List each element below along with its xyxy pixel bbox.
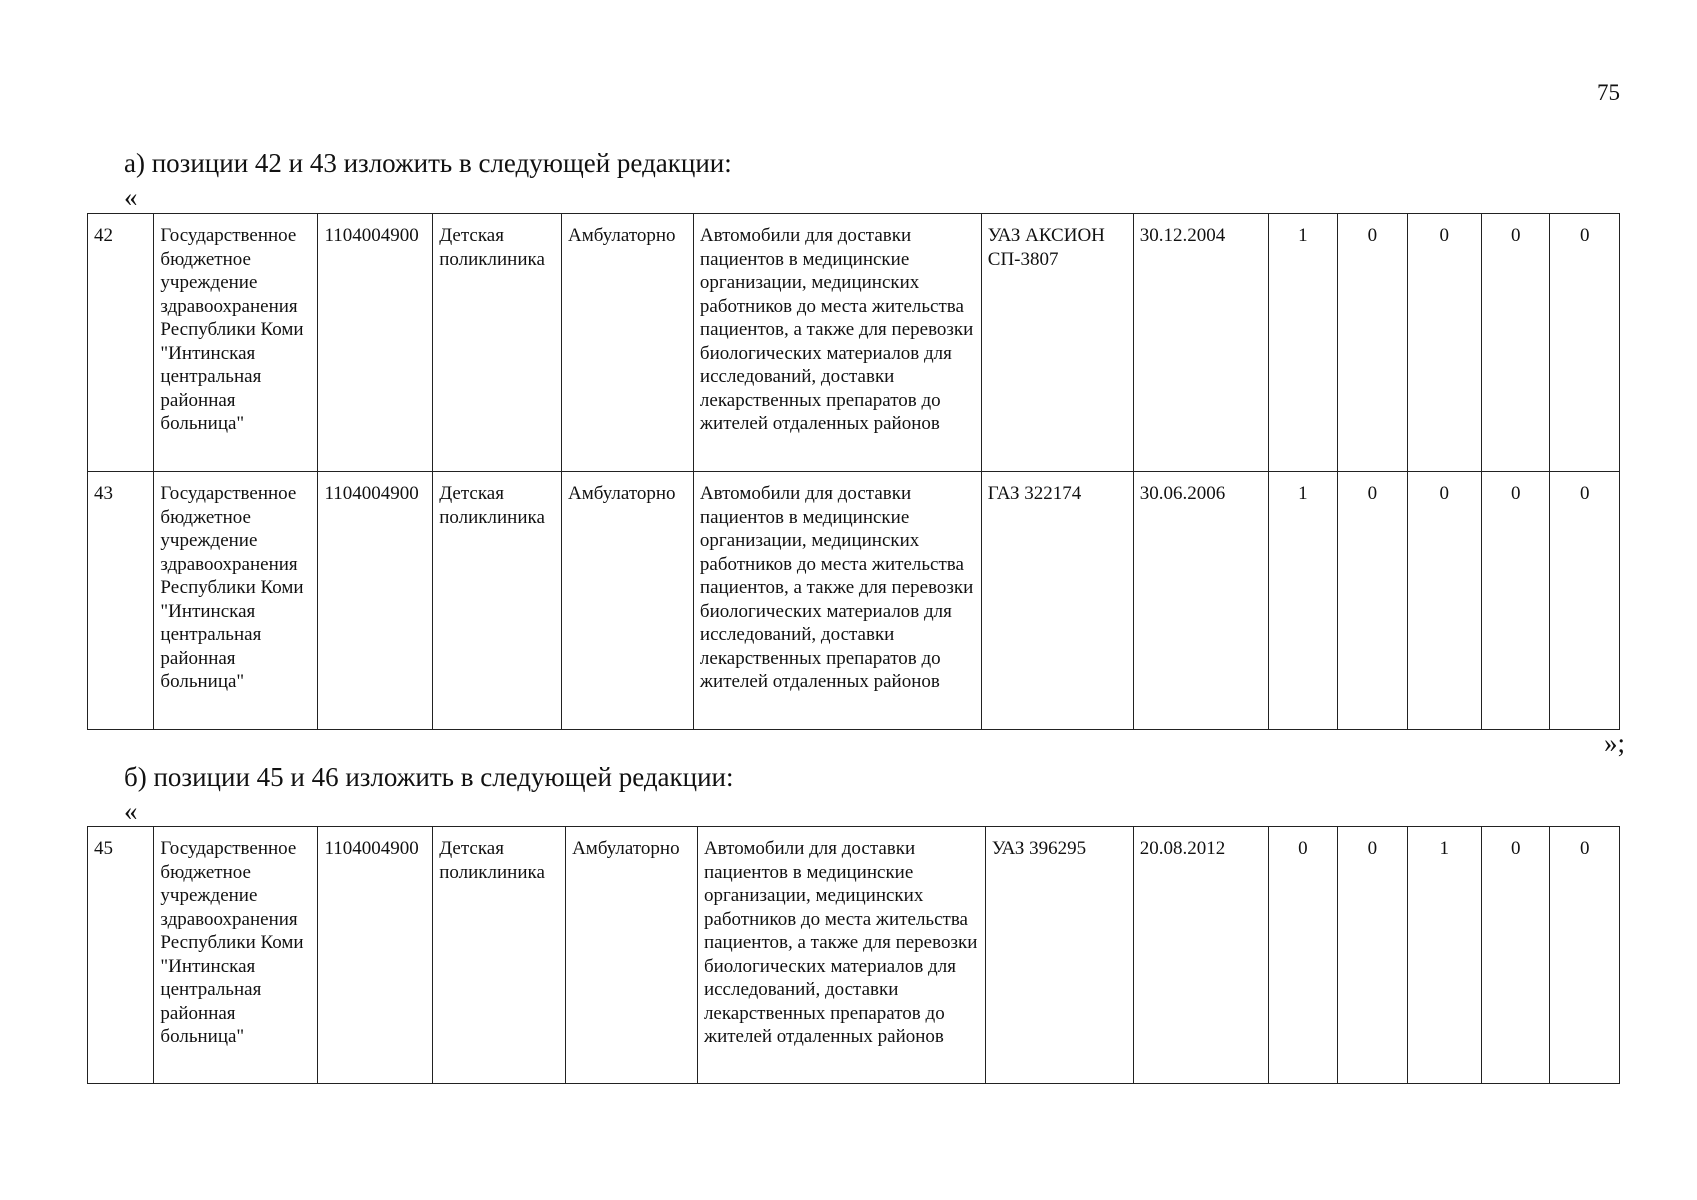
count-cell: 0	[1407, 472, 1481, 730]
department-cell: Детская поликлиника	[433, 214, 562, 472]
count-cell: 0	[1482, 472, 1550, 730]
institution-cell: Государственное бюджетное учреждение здравоохранения Республики Коми "Интинская центральная районная больница"	[154, 472, 318, 730]
institution-cell: Государственное бюджетное учреждение здравоохранения Республики Коми "Интинская центральная районная больница"	[154, 827, 318, 1084]
count-cell: 1	[1407, 827, 1481, 1084]
institution-cell: Государственное бюджетное учреждение здравоохранения Республики Коми "Интинская центральная районная больница"	[154, 214, 318, 472]
inn-cell: 1104004900	[318, 472, 433, 730]
count-cell: 0	[1338, 472, 1407, 730]
inn-cell: 1104004900	[318, 827, 433, 1084]
count-cell: 0	[1550, 472, 1620, 730]
table-row	[88, 472, 1620, 730]
vehicle-cell: УАЗ 396295	[985, 827, 1133, 1084]
count-cell: 0	[1482, 827, 1550, 1084]
care-type-cell: Амбулаторно	[566, 827, 698, 1084]
table-row	[88, 827, 1620, 1084]
care-type-cell: Амбулаторно	[562, 472, 694, 730]
purpose-cell: Автомобили для доставки пациентов в медицинские организации, медицинских работников до места жительства пациентов, а также для перевозки биологических материалов для исследований, доставки лекарственных препаратов до жителей отдаленных районов	[693, 214, 981, 472]
date-cell: 30.12.2004	[1133, 214, 1268, 472]
position-cell: 42	[88, 214, 154, 472]
count-cell: 0	[1338, 827, 1407, 1084]
count-cell: 0	[1407, 214, 1481, 472]
department-cell: Детская поликлиника	[433, 472, 562, 730]
care-type-cell: Амбулаторно	[562, 214, 694, 472]
count-cell: 0	[1550, 827, 1620, 1084]
date-cell: 20.08.2012	[1133, 827, 1268, 1084]
date-cell: 30.06.2006	[1133, 472, 1268, 730]
page-number: 75	[1597, 80, 1620, 105]
count-cell: 0	[1550, 214, 1620, 472]
section-a-table	[87, 213, 1620, 730]
section-b-table	[87, 826, 1620, 1084]
count-cell: 0	[1268, 827, 1337, 1084]
section-a-close-quote: »;	[1603, 728, 1625, 758]
count-cell: 0	[1338, 214, 1407, 472]
section-b-heading: б) позиции 45 и 46 изложить в следующей редакции:	[124, 762, 734, 792]
vehicle-cell: УАЗ АКСИОН СП-3807	[981, 214, 1133, 472]
vehicle-cell: ГАЗ 322174	[981, 472, 1133, 730]
count-cell: 1	[1268, 472, 1337, 730]
purpose-cell: Автомобили для доставки пациентов в медицинские организации, медицинских работников до места жительства пациентов, а также для перевозки биологических материалов для исследований, доставки лекарственных препаратов до жителей отдаленных районов	[693, 472, 981, 730]
position-cell: 43	[88, 472, 154, 730]
section-a-open-quote: «	[124, 182, 138, 212]
inn-cell: 1104004900	[318, 214, 433, 472]
position-cell: 45	[88, 827, 154, 1084]
section-a-heading: а) позиции 42 и 43 изложить в следующей редакции:	[124, 148, 732, 178]
section-b-open-quote: «	[124, 796, 138, 826]
purpose-cell: Автомобили для доставки пациентов в медицинские организации, медицинских работников до места жительства пациентов, а также для перевозки биологических материалов для исследований, доставки лекарственных препаратов до жителей отдаленных районов	[697, 827, 985, 1084]
department-cell: Детская поликлиника	[433, 827, 566, 1084]
count-cell: 1	[1268, 214, 1337, 472]
table-row	[88, 214, 1620, 472]
count-cell: 0	[1482, 214, 1550, 472]
